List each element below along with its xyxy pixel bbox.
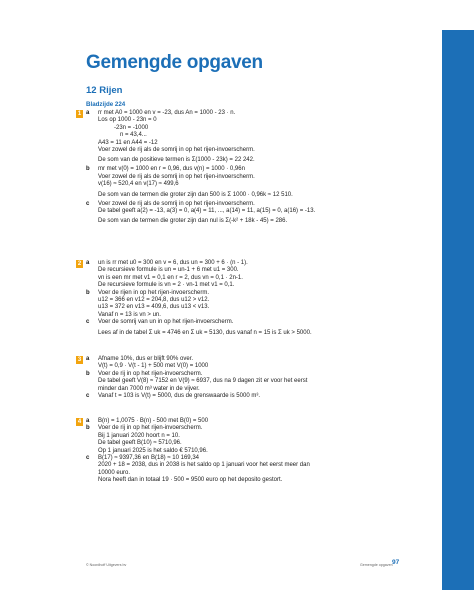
exercise-part bbox=[86, 455, 436, 485]
answer-line: vn is een mr met v1 = 0,1 en r = 2, dus vn = 0,1 · 2n-1. bbox=[98, 274, 243, 281]
answer-line: Voer de rijen in op het rijen-invoerscherm. bbox=[98, 289, 210, 296]
part-label: a bbox=[86, 418, 90, 424]
answer-line: Vanaf n = 13 is vn > un. bbox=[98, 311, 161, 318]
answer-line: 2020 + 18 = 2038, dus in 2038 is het saldo op 1 januari voor het eerst meer dan bbox=[98, 462, 310, 469]
side-color-bar bbox=[442, 30, 474, 590]
answer-line: Voer de rij in op het rijen-invoerscherm. bbox=[98, 425, 203, 432]
answer-line: De som van de positieve termen is Σ(1000 - 23k) = 22 242. bbox=[98, 157, 255, 164]
answer-line: V(t) = 0,9 · V(t - 1) + 500 met V(0) = 1000 bbox=[98, 363, 209, 370]
answer-line: De tabel geeft a(2) = -13, a(3) = 0, a(4) = 11, ..., a(14) = 11, a(15) = 0, a(16) = -13. bbox=[98, 208, 316, 215]
answer-line: Vanaf t = 103 is V(t) = 5000, dus de grenswaarde is 5000 m³. bbox=[98, 393, 260, 400]
answer-line: Voer zowel de rij als de somrij in op het rijen-invoerscherm. bbox=[98, 147, 255, 154]
footer-copyright: © Noordhoff Uitgevers bv bbox=[86, 563, 127, 567]
answer-line: Voer zowel de rij als de somrij in op het rijen-invoerscherm. bbox=[98, 173, 255, 180]
exercise-3 bbox=[76, 356, 436, 400]
part-label: c bbox=[86, 455, 90, 462]
answer-line: Nora heeft dan in totaal 19 · 500 = 9500 euro op het deposito gestort. bbox=[98, 477, 283, 484]
exercise-part bbox=[86, 425, 436, 455]
part-label: c bbox=[86, 200, 90, 207]
answer-line: u12 = 366 en v12 = 204,8, dus u12 > v12. bbox=[98, 297, 210, 304]
answer-line: Afname 10%, dus er blijft 90% over. bbox=[98, 356, 194, 362]
exercise-part bbox=[86, 110, 436, 166]
answer-line: Voer de rij in op het rijen-invoerscherm. bbox=[98, 370, 203, 377]
answer-line: un is rr met u0 = 300 en v = 6, dus un = 300 + 6 · (n - 1). bbox=[98, 260, 248, 266]
part-label: a bbox=[86, 356, 90, 362]
answer-line: De som van de termen die groter zijn dan 500 is Σ 1000 · 0,96k ≈ 12 510. bbox=[98, 191, 293, 198]
answer-line: Bij 1 januari 2020 hoort n = 10. bbox=[98, 432, 180, 439]
exercise-part bbox=[86, 319, 436, 338]
section-heading: 12 Rijen bbox=[86, 85, 123, 96]
part-label: c bbox=[86, 319, 90, 326]
part-label: a bbox=[86, 110, 90, 116]
answer-line: v(16) ≈ 520,4 en v(17) ≈ 499,6 bbox=[98, 181, 179, 188]
answer-line: Voer de somrij van un in op het rijen-invoerscherm. bbox=[98, 319, 234, 326]
exercise-part bbox=[86, 201, 436, 228]
exercise-2 bbox=[76, 260, 436, 339]
exercise-number-badge: 2 bbox=[77, 261, 82, 267]
part-label: b bbox=[86, 289, 90, 296]
answer-line: -23n = -1000 bbox=[114, 124, 149, 131]
exercise-4 bbox=[76, 418, 436, 485]
part-label: b bbox=[86, 166, 90, 173]
part-label: c bbox=[86, 393, 90, 400]
page-title: Gemengde opgaven bbox=[86, 52, 263, 73]
exercise-1 bbox=[76, 110, 436, 227]
part-label: a bbox=[86, 260, 90, 266]
answer-line: De recursieve formule is vn = 2 · vn-1 met v1 = 0,1. bbox=[98, 282, 235, 289]
footer-chapter: Gemengde opgaven bbox=[360, 563, 393, 567]
answer-line: n = 43,4... bbox=[120, 132, 147, 139]
answer-line: Los op 1000 - 23n = 0 bbox=[98, 117, 157, 124]
page-number: 97 bbox=[392, 559, 400, 566]
exercise-part bbox=[86, 166, 436, 200]
answer-line: A43 = 11 en A44 = -12 bbox=[98, 139, 158, 146]
answer-line: 10000 euro. bbox=[98, 469, 131, 476]
answer-line: De tabel geeft B(10) ≈ 5710,96. bbox=[98, 440, 182, 447]
exercise-part bbox=[86, 393, 436, 400]
exercise-number-badge: 4 bbox=[77, 419, 82, 425]
answer-line: B(n) = 1,0075 · B(n) - 500 met B(0) = 500 bbox=[98, 418, 209, 424]
exercise-number-badge: 1 bbox=[77, 111, 82, 117]
part-label: b bbox=[86, 425, 90, 432]
exercise-part bbox=[86, 418, 436, 425]
answer-line: De recursieve formule is un = un-1 + 6 met u1 = 300. bbox=[98, 267, 239, 274]
answer-line: rr met A0 = 1000 en v = -23, dus An = 1000 - 23 · n. bbox=[98, 110, 236, 116]
exercise-number-badge: 3 bbox=[77, 357, 82, 363]
answer-line: Op 1 januari 2025 is het saldo € 5710,96. bbox=[98, 447, 208, 454]
exercise-part bbox=[86, 356, 436, 371]
answer-line: B(17) ≈ 9397,36 en B(18) ≈ 10 169,34 bbox=[98, 455, 199, 462]
answer-line: Lees af in de tabel Σ uk = 4746 en Σ uk = 5130, dus vanaf n = 15 is Σ uk > 5000. bbox=[98, 329, 312, 336]
exercise-part bbox=[86, 371, 436, 393]
exercise-part bbox=[86, 290, 436, 320]
answer-line: mr met v(0) = 1000 en r = 0,96, dus v(n) = 1000 · 0,96n bbox=[98, 166, 245, 173]
part-label: b bbox=[86, 370, 90, 377]
answer-line: De tabel geeft V(8) ≈ 7152 en V(9) ≈ 6937, dus na 9 dagen zit er voor het eerst bbox=[98, 378, 308, 385]
answer-line: u13 = 372 en v13 = 409,6, dus u13 < v13. bbox=[98, 304, 210, 311]
answer-line: De som van de termen die groter zijn dan nul is Σ(-k² + 18k - 45) = 286. bbox=[98, 218, 288, 225]
answer-line: minder dan 7000 m³ water in de vijver. bbox=[98, 385, 200, 392]
page-reference: Bladzijde 224 bbox=[86, 101, 126, 108]
answer-line: Voer zowel de rij als de somrij in op het rijen-invoerscherm. bbox=[98, 200, 255, 207]
exercise-part bbox=[86, 260, 436, 290]
